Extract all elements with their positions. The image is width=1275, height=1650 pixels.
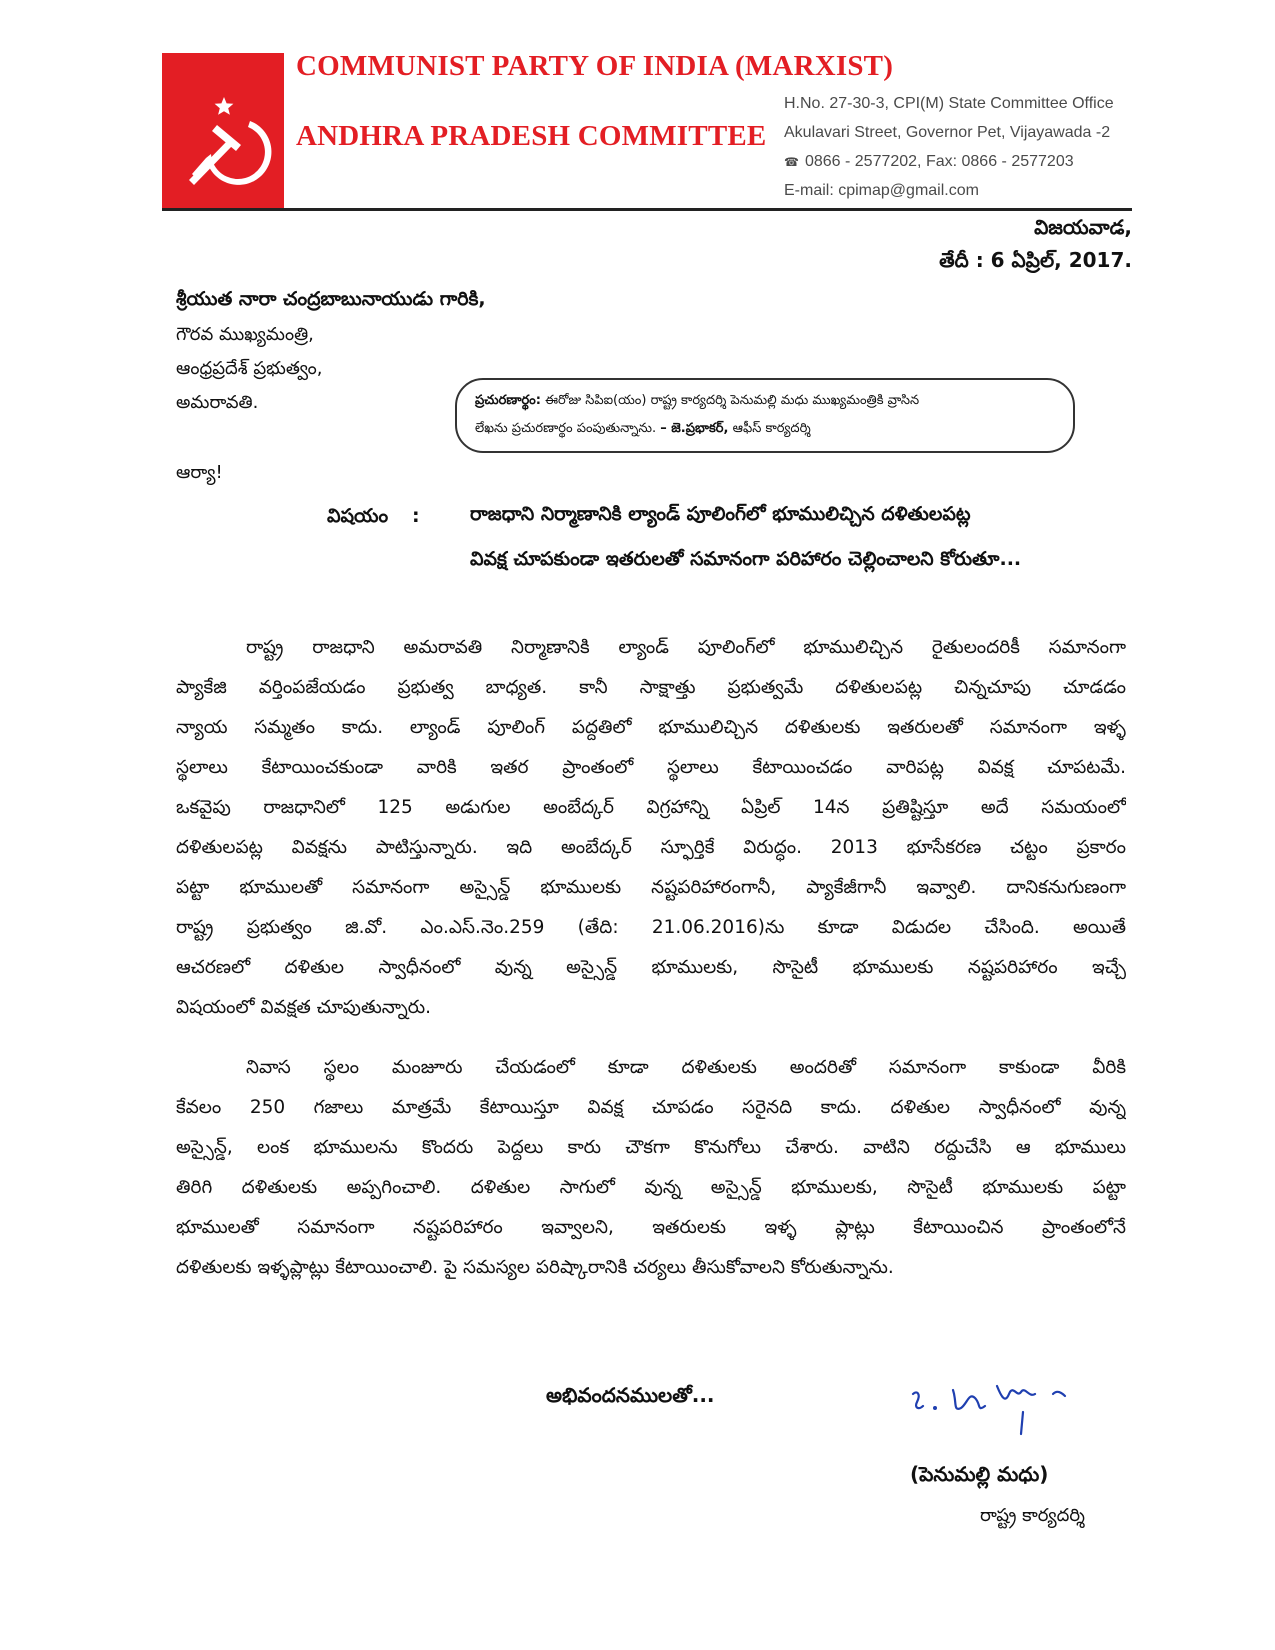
handwritten-signature [905,1372,1075,1452]
press-note-signoff-role: ఆఫీస్ కార్యదర్శి [732,421,811,436]
salutation: ఆర్యా! [176,462,223,483]
body-line: ఒకవైపు రాజధానిలో 125 అడుగుల అంబేద్కర్ విగ్రహాన్ని ఏప్రిల్ 14న ప్రతిష్టిస్తూ అదే సమయంలో [176,797,1126,818]
hammer-sickle-star-icon [162,53,284,208]
recipient-title: గౌరవ ముఖ్యమంత్రి, [176,324,314,345]
email-line: E-mail: cpimap@gmail.com [784,182,979,199]
press-note-text-1: ఈరోజు సిపిఐ(యం) రాష్ట్ర కార్యదర్శి పెనుమల్లి మధు ముఖ్యమంత్రికి వ్రాసిన [545,393,920,408]
body-line: ఆచరణలో దళితుల స్వాధీనంలో వున్న అస్సైన్డ్ భూములకు, సొసైటీ భూములకు నష్టపరిహారం ఇచ్చే [176,957,1126,978]
body-line: విషయంలో వివక్షత చూపుతున్నారు. [176,997,432,1018]
recipient-government: ఆంధ్రప్రదేశ్ ప్రభుత్వం, [176,358,323,379]
body-line: రాష్ట్ర ప్రభుత్వం జి.వో. ఎం.ఎస్.నెం.259 (తేది: 21.06.2016)ను కూడా విడుదల చేసింది. అయితే [176,917,1126,938]
body-line: నివాస స్థలం మంజూరు చేయడంలో కూడా దళితులకు అందరితో సమానంగా కాకుండా వీరికి [246,1057,1126,1078]
body-line: తిరిగి దళితులకు అప్పగించాలి. దళితుల సాగులో వున్న అస్సైన్డ్ భూములకు, సొసైటీ భూములకు పట్టా [176,1177,1126,1198]
body-line: కేవలం 250 గజాలు మాత్రమే కేటాయిస్తూ వివక్ష చూపడం సరైనది కాదు. దళితుల స్వాధీనంలో వున్న [176,1097,1126,1118]
closing-greeting: అభివందనములతో... [546,1383,715,1407]
body-line: భూములతో సమానంగా నష్టపరిహారం ఇవ్వాలని, ఇతరులకు ఇళ్ళ ప్లాట్లు కేటాయించిన ప్రాంతంలోనే [176,1217,1126,1238]
press-note-box [455,378,1075,453]
signatory-name: (పెనుమల్లి మధు) [910,1462,1049,1486]
subject-colon: : [412,505,420,527]
subject-line-2: వివక్ష చూపకుండా ఇతరులతో సమానంగా పరిహారం చెల్లించాలని కోరుతూ... [470,548,1022,570]
letter-date: తేదీ : 6 ఏప్రిల్, 2017. [939,248,1132,272]
phone-fax-line [784,153,1074,171]
body-line: స్థలాలు కేటాయించకుండా వారికి ఇతర ప్రాంతంలో స్థలాలు కేటాయించడం వారిపట్ల వివక్ష చూపటమే. [176,757,1126,778]
press-note-line-1 [475,387,1055,415]
address-line-1: H.No. 27-30-3, CPI(M) State Committee Office [784,95,1114,112]
press-note-line-2 [475,415,1055,443]
recipient-name: శ్రీయుత నారా చంద్రబాబునాయుడు గారికి, [176,288,486,310]
body-line: పట్టా భూములతో సమానంగా అస్సైన్డ్ భూములకు నష్టపరిహారంగానీ, ప్యాకేజీగానీ ఇవ్వాలి. దానికనుగుణంగా [176,877,1126,898]
address-line-2: Akulavari Street, Governor Pet, Vijayawada -2 [784,124,1111,141]
letterhead-divider [162,208,1132,211]
press-note-text-2: లేఖను ప్రచురణార్థం పంపుతున్నాను. [475,421,657,436]
body-paragraph-2 [176,1048,1126,1288]
signatory-designation: రాష్ట్ర కార్యదర్శి [980,1505,1085,1526]
subject-line-1: రాజధాని నిర్మాణానికి ల్యాండ్ పూలింగ్‌లో భూములిచ్చిన దళితులపట్ల [470,503,971,525]
body-line: ప్యాకేజి వర్తింపజేయడం ప్రభుత్వ బాధ్యత. కానీ సాక్షాత్తు ప్రభుత్వమే దళితులపట్ల చిన్నచూపు చూడడం [176,677,1126,698]
party-logo [162,53,284,208]
body-line: దళితులకు ఇళ్ళప్లాట్లు కేటాయించాలి. పై సమస్యల పరిష్కారానికి చర్యలు తీసుకోవాలని కోరుతున్నాను. [176,1257,894,1278]
press-note-signoff: – జె.ప్రభాకర్, [660,421,729,436]
letter-place: విజయవాడ, [1034,215,1132,239]
body-paragraph-1 [176,628,1126,1028]
committee-name: ANDHRA PRADESH COMMITTEE [296,120,767,152]
telephone-icon: ☎ [784,155,799,169]
body-line: అస్సైన్డ్, లంక భూములను కొందరు పెద్దలు కారు చౌకగా కొనుగోలు చేశారు. వాటిని రద్దుచేసి ఆ భూములు [176,1137,1126,1158]
org-name: COMMUNIST PARTY OF INDIA (MARXIST) [296,50,894,82]
body-line: రాష్ట్ర రాజధాని అమరావతి నిర్మాణానికి ల్యాండ్ పూలింగ్‌లో భూములిచ్చిన రైతులందరికీ సమానంగా [246,637,1126,658]
recipient-city: అమరావతి. [176,392,259,413]
body-line: న్యాయ సమ్మతం కాదు. ల్యాండ్ పూలింగ్ పద్దతిలో భూములిచ్చిన దళితులకు ఇతరులతో సమానంగా ఇళ్ళ [176,717,1126,738]
phone-fax-text: 0866 - 2577202, Fax: 0866 - 2577203 [804,153,1074,170]
press-note-label: ప్రచురణార్థం: [475,393,541,408]
body-line: దళితులపట్ల వివక్షను పాటిస్తున్నారు. ఇది అంబేద్కర్ స్ఫూర్తికే విరుద్ధం. 2013 భూసేకరణ చట్టం ప్రకారం [176,837,1126,858]
subject-label: విషయం [327,505,389,527]
